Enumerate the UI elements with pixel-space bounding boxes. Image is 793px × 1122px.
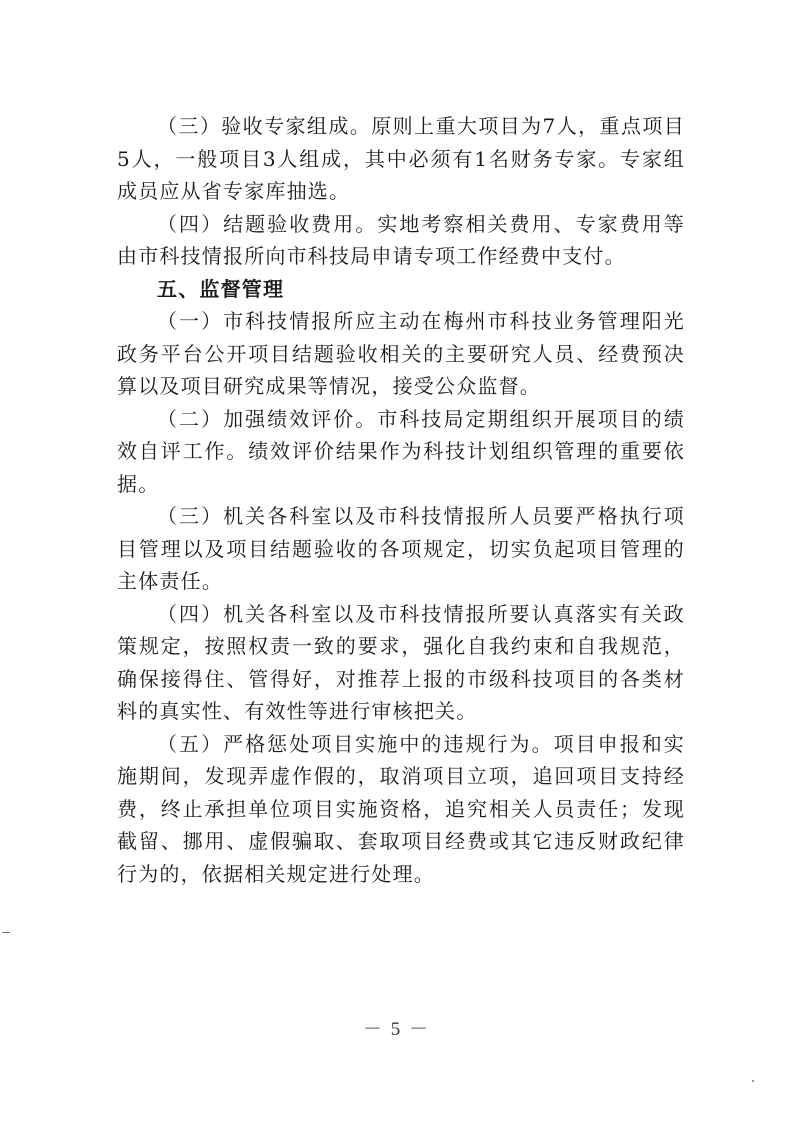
section-heading-supervision: 五、监督管理 <box>157 276 285 301</box>
scan-dot <box>752 1080 754 1082</box>
paragraph-acceptance-fees: （四）结题验收费用。实地考察相关费用、专家费用等由市科技情报所向市科技局申请专项工作经费中支付。 <box>117 211 685 268</box>
paragraph-penalties: （五）严格惩处项目实施中的违规行为。项目申报和实施期间，发现弄虚作假的，取消项目立项，追回项目支持经费，终止承担单位项目实施资格，追究相关人员责任；发现截留、挪用、虚假骗取、套取项目经费或其它违反财政纪律行为的，依据相关规定进行处理。 <box>117 731 685 886</box>
paragraph-policy-implementation: （四）机关各科室以及市科技情报所要认真落实有关政策规定，按照权责一致的要求，强化自我约束和自我规范，确保接得住、管得好，对推荐上报的市级科技项目的各类材料的真实性、有效性等进行审核把关。 <box>117 601 685 723</box>
paragraph-public-disclosure: （一）市科技情报所应主动在梅州市科技业务管理阳光政务平台公开项目结题验收相关的主要研究人员、经费预决算以及项目研究成果等情况，接受公众监督。 <box>117 309 685 398</box>
document-body <box>117 110 685 890</box>
paragraph-strict-execution: （三）机关各科室以及市科技情报所人员要严格执行项目管理以及项目结题验收的各项规定，切实负起项目管理的主体责任。 <box>117 504 685 593</box>
page-number: － 5 － <box>362 1019 430 1040</box>
margin-mark <box>2 932 10 933</box>
paragraph-performance-evaluation: （二）加强绩效评价。市科技局定期组织开展项目的绩效自评工作。绩效评价结果作为科技计划组织管理的重要依据。 <box>117 406 685 496</box>
paragraph-expert-panel: （三）验收专家组成。原则上重大项目为7人，重点项目5人，一般项目3人组成，其中必须有1名财务专家。专家组成员应从省专家库抽选。 <box>117 114 685 203</box>
